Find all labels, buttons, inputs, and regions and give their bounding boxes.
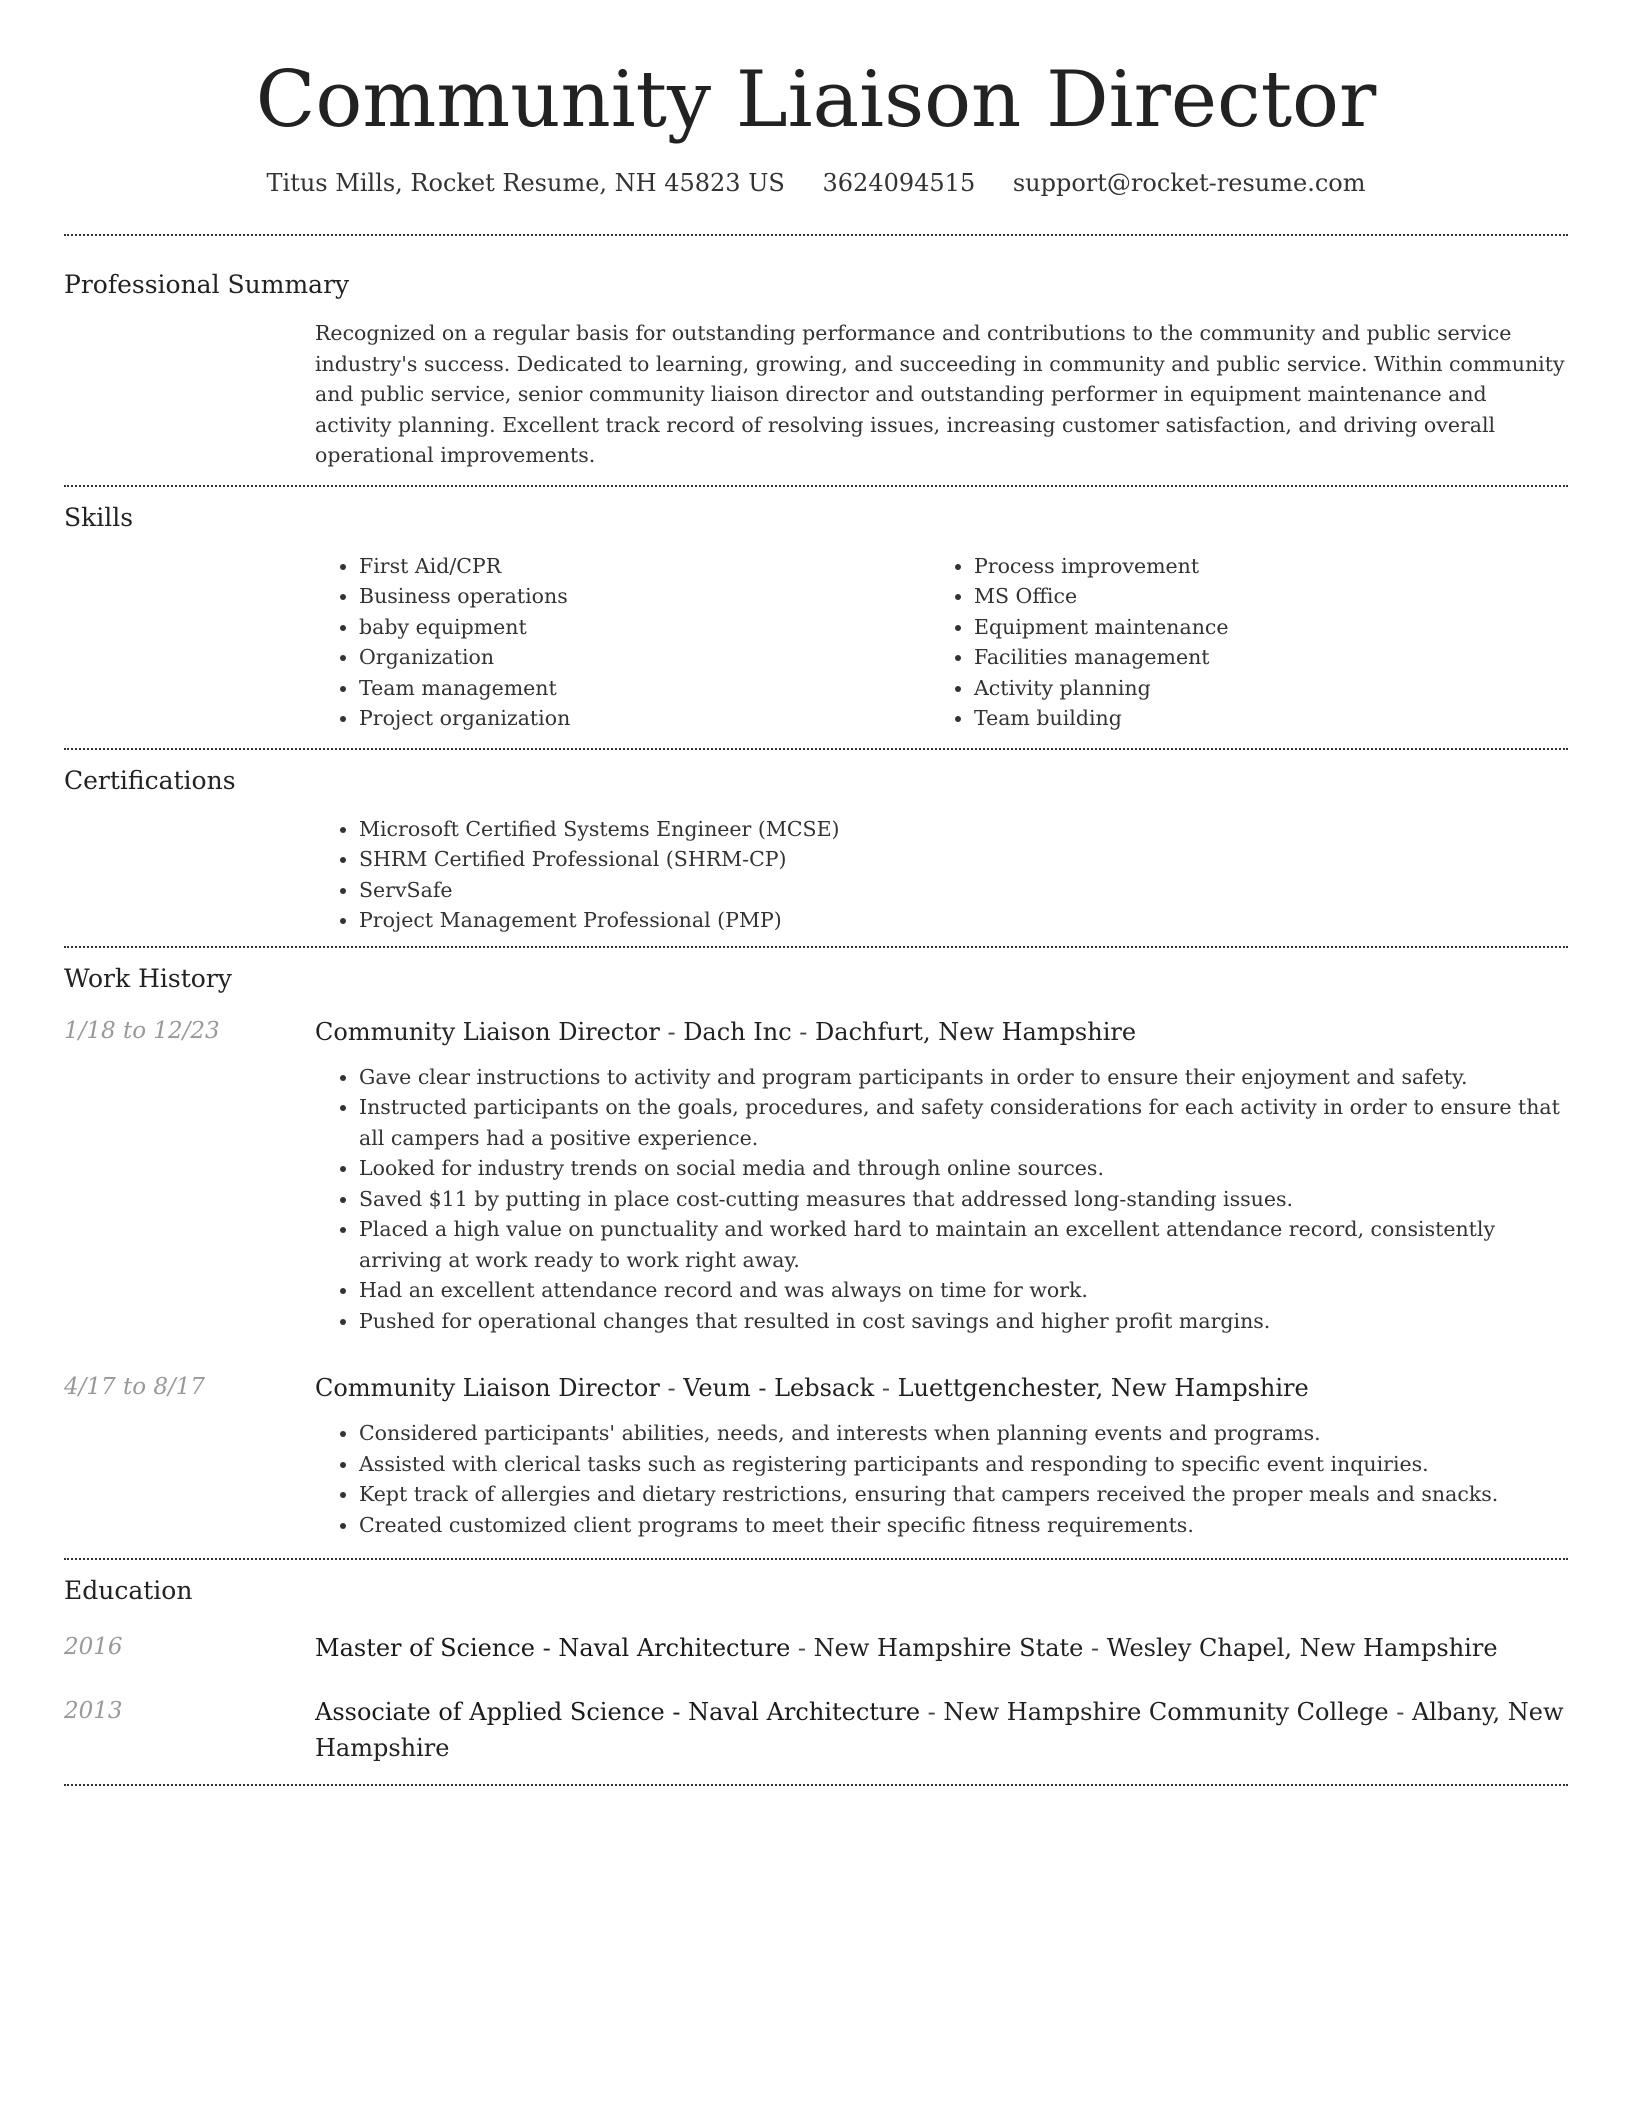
skill-item: • Team building (974, 703, 1545, 734)
education-location: Wesley Chapel, New Hampshire (1106, 1634, 1498, 1662)
skill-item: • Business operations (359, 581, 930, 612)
skills-section (64, 487, 1568, 748)
education-school: New Hampshire Community College (943, 1698, 1389, 1726)
title-separator: - (1083, 1634, 1107, 1662)
section-divider (64, 1784, 1568, 1786)
job-employer: Veum - Lebsack (683, 1374, 875, 1402)
certifications-heading: Certifications (64, 765, 236, 795)
skill-item: • Team management (359, 673, 930, 704)
skill-item: • Equipment maintenance (974, 612, 1545, 643)
education-year: 2013 (64, 1698, 123, 1724)
skill-item: • Organization (359, 642, 930, 673)
job-bullets (315, 1418, 1568, 1540)
certification-item: • ServSafe (359, 875, 1568, 906)
title-separator: - (1388, 1698, 1412, 1726)
job-bullet: • Kept track of allergies and dietary restrictions, ensuring that campers received the proper meals and snacks. (359, 1479, 1568, 1510)
job-bullet: • Had an excellent attendance record and was always on time for work. (359, 1275, 1568, 1306)
skill-item: • Activity planning (974, 673, 1545, 704)
job-location: Dachfurt, New Hampshire (815, 1017, 1137, 1046)
job-bullet: • Looked for industry trends on social media and through online sources. (359, 1153, 1568, 1184)
summary-body (315, 318, 1568, 485)
title-separator: - (659, 1017, 684, 1046)
job-bullets (315, 1062, 1568, 1337)
contact-address: Titus Mills, Rocket Resume, NH 45823 US (266, 169, 785, 197)
work-history-heading: Work History (64, 963, 232, 993)
resume-header (64, 0, 1568, 200)
certifications-list (315, 814, 1568, 946)
job-employer: Dach Inc (683, 1017, 792, 1046)
skills-grid (315, 551, 1568, 748)
certification-item: • Project Management Professional (PMP) (359, 905, 1568, 936)
work-history-section (64, 948, 1568, 1559)
certification-item: • SHRM Certified Professional (SHRM-CP) (359, 844, 1568, 875)
job-role: Community Liaison Director (315, 1374, 660, 1402)
skills-list-right (930, 551, 1545, 734)
job-bullet: • Instructed participants on the goals, procedures, and safety considerations for each activity in order to ensure that all campers had a positive experience. (359, 1092, 1568, 1153)
skills-list-left (315, 551, 930, 734)
job-details (315, 1370, 1568, 1540)
job-location: Luettgenchester, New Hampshire (897, 1374, 1309, 1402)
certifications-body (315, 814, 1568, 946)
title-separator: - (659, 1374, 684, 1402)
skill-item: • Project organization (359, 703, 930, 734)
education-title-line (315, 1630, 1568, 1666)
title-separator: - (920, 1698, 944, 1726)
title-separator: - (874, 1374, 898, 1402)
education-entry (64, 1694, 1568, 1766)
skill-item: • Facilities management (974, 642, 1545, 673)
education-degree: Associate of Applied Science - Naval Architecture (315, 1698, 921, 1726)
job-bullet: • Saved $11 by putting in place cost-cutting measures that addressed long-standing issues. (359, 1184, 1568, 1215)
skill-item: • baby equipment (359, 612, 930, 643)
job-bullet: • Assisted with clerical tasks such as registering participants and responding to specific event inquiries. (359, 1449, 1568, 1480)
contact-email: support@rocket-resume.com (1012, 169, 1366, 197)
summary-heading: Professional Summary (64, 270, 350, 299)
job-details (315, 1014, 1568, 1337)
certification-item: • Microsoft Certified Systems Engineer (MCSE) (359, 814, 1568, 845)
job-bullet: • Created customized client programs to meet their specific fitness requirements. (359, 1510, 1568, 1541)
skills-body (315, 551, 1568, 748)
job-entry (64, 1014, 1568, 1337)
contact-phone: 3624094515 (822, 169, 976, 197)
education-location: Albany, New Hampshire (315, 1698, 1564, 1762)
summary-text: Recognized on a regular basis for outstanding performance and contributions to the community and public service industry's success. Dedicated to learning, growing, and succeeding in community and public service. Within community and public service, senior community liaison director and outstanding performer in equipment maintenance and activity planning. Excellent track record of resolving issues, increasing customer satisfaction, and driving overall operational improvements. (315, 321, 1565, 467)
job-entry (64, 1370, 1568, 1540)
contact-line (64, 166, 1568, 200)
education-degree: Master of Science - Naval Architecture (315, 1634, 791, 1662)
education-school: New Hampshire State (813, 1634, 1084, 1662)
certifications-section (64, 750, 1568, 946)
job-dates: 1/18 to 12/23 (64, 1017, 220, 1044)
job-dates: 4/17 to 8/17 (64, 1374, 206, 1400)
job-bullet: • Pushed for operational changes that resulted in cost savings and higher profit margins. (359, 1306, 1568, 1337)
skill-item: • MS Office (974, 581, 1545, 612)
skills-heading: Skills (64, 502, 134, 532)
education-year: 2016 (64, 1634, 123, 1660)
education-details (315, 1694, 1568, 1766)
skill-item: • Process improvement (974, 551, 1545, 582)
job-bullet: • Considered participants' abilities, needs, and interests when planning events and programs. (359, 1418, 1568, 1449)
resume-page (64, 0, 1568, 1786)
education-entry (64, 1630, 1568, 1666)
education-details (315, 1630, 1568, 1666)
education-section (64, 1560, 1568, 1784)
job-bullet: • Placed a high value on punctuality and worked hard to maintain an excellent attendance record, consistently arriving at work ready to work right away. (359, 1214, 1568, 1275)
education-heading: Education (64, 1576, 193, 1605)
title-separator: - (790, 1634, 814, 1662)
title-separator: - (791, 1017, 816, 1046)
job-title-line (315, 1014, 1568, 1050)
skill-item: • First Aid/CPR (359, 551, 930, 582)
education-title-line (315, 1694, 1568, 1766)
job-role: Community Liaison Director (315, 1017, 660, 1046)
job-bullet: • Gave clear instructions to activity and program participants in order to ensure their enjoyment and safety. (359, 1062, 1568, 1093)
summary-section (64, 236, 1568, 485)
job-title-line (315, 1370, 1568, 1406)
resume-title: Community Liaison Director (255, 55, 1377, 145)
